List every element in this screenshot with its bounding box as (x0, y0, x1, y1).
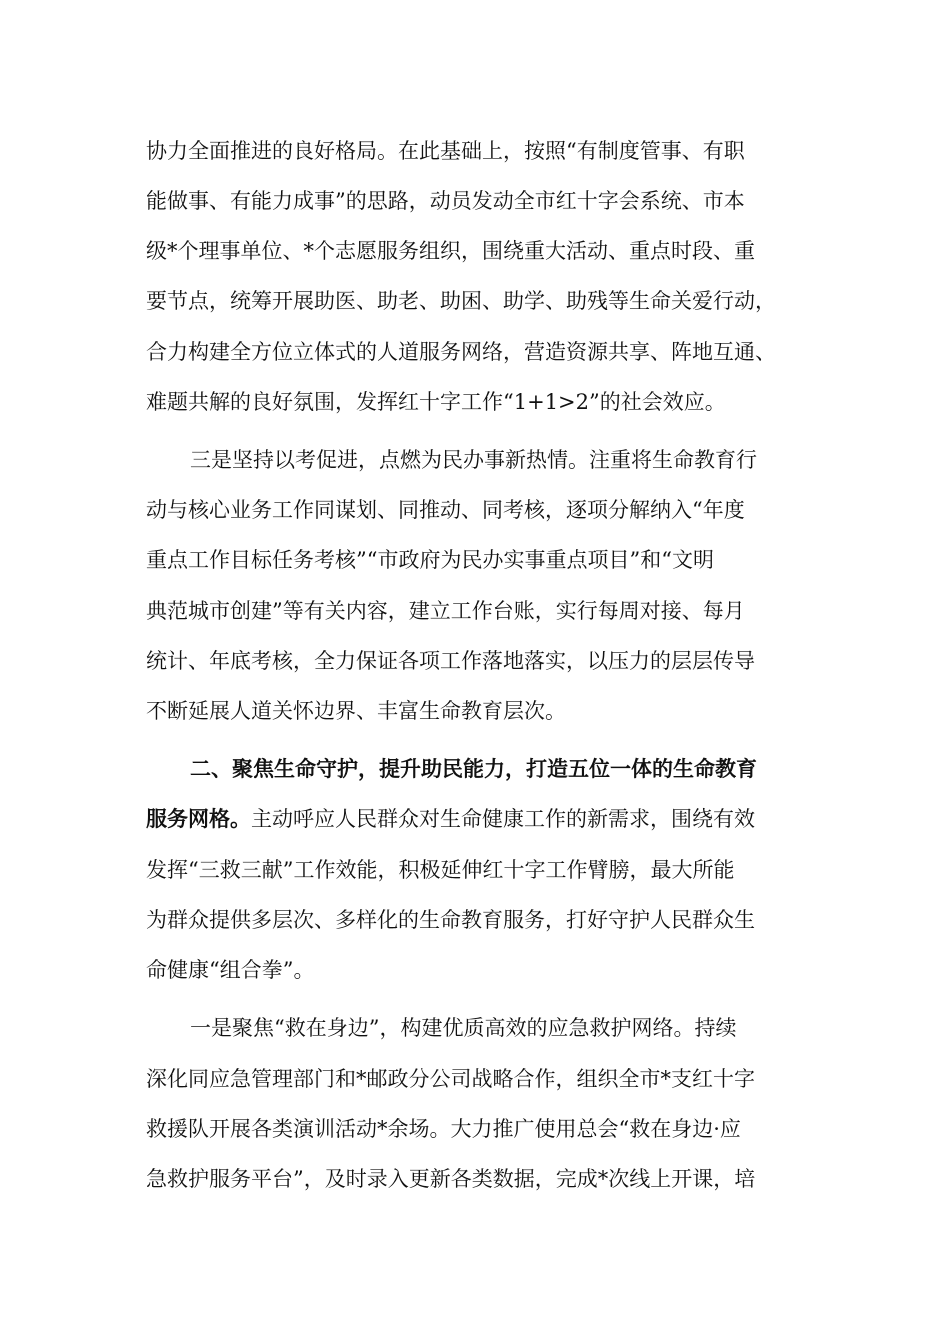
p2-line-1: 三是坚持以考促进，点燃为民办事新热情。注重将生命教育行 (190, 448, 757, 472)
p3-line-3: 发挥“三救三献”工作效能，积极延伸红十字工作臂膀，最大所能 (146, 858, 735, 882)
p4-line-2: 深化同应急管理部门和*邮政分公司战略合作，组织全市*支红十字 (146, 1067, 755, 1091)
p2-line-6: 不断延展人道关怀边界、丰富生命教育层次。 (146, 699, 566, 723)
p2-line-4: 典范城市创建”等有关内容，建立工作台账，实行每周对接、每月 (146, 599, 745, 623)
p3-line-5: 命健康“组合拳”。 (146, 958, 315, 982)
p3-line-2-text: 主动呼应人民群众对生命健康工作的新需求，围绕有效 (251, 807, 755, 831)
p3-line-2 (146, 804, 806, 834)
p4-line-4: 急救护服务平台”，及时录入更新各类数据，完成*次线上开课，培 (146, 1167, 756, 1191)
p1-line-5: 合力构建全方位立体式的人道服务网络，营造资源共享、阵地互通、 (146, 340, 776, 364)
p2-line-2: 动与核心业务工作同谋划、同推动、同考核，逐项分解纳入“年度 (146, 498, 745, 522)
p1-line-3: 级*个理事单位、*个志愿服务组织，围绕重大活动、重点时段、重 (146, 239, 755, 263)
p2-line-3: 重点工作目标任务考核”“市政府为民办实事重点项目”和“文明 (146, 548, 714, 572)
p1-line-2: 能做事、有能力成事”的思路，动员发动全市红十字会系统、市本 (146, 189, 745, 213)
p1-line-6: 难题共解的良好氛围，发挥红十字工作“1+1>2”的社会效应。 (146, 390, 726, 414)
section-heading: 二、聚焦生命守护，提升助民能力，打造五位一体的生命教育 (190, 756, 757, 781)
p4-line-3: 救援队开展各类演训活动*余场。大力推广使用总会“救在身边·应 (146, 1117, 741, 1141)
p1-line-1: 协力全面推进的良好格局。在此基础上，按照“有制度管事、有职 (146, 139, 745, 163)
section-heading-tail: 服务网格。 (146, 806, 251, 831)
p4-line-1: 一是聚焦“救在身边”，构建优质高效的应急救护网络。持续 (190, 1016, 737, 1040)
p1-line-4: 要节点，统筹开展助医、助老、助困、助学、助残等生命关爱行动， (146, 289, 776, 313)
p2-line-5: 统计、年底考核，全力保证各项工作落地落实，以压力的层层传导 (146, 649, 755, 673)
p3-line-4: 为群众提供多层次、多样化的生命教育服务，打好守护人民群众生 (146, 908, 755, 932)
